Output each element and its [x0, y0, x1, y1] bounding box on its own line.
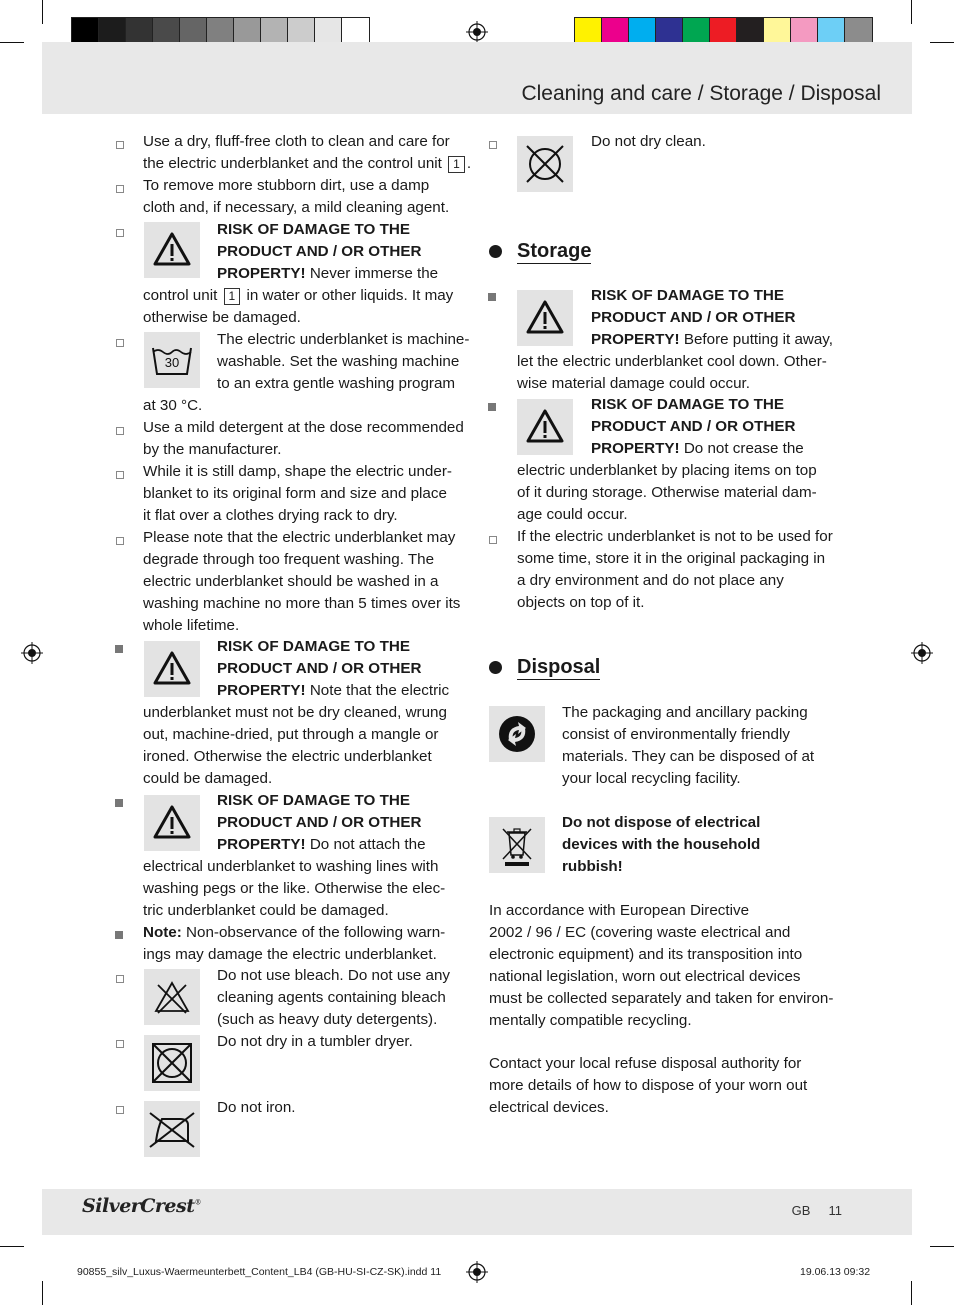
wash-30-icon [144, 332, 200, 388]
registration-mark-icon [21, 642, 43, 664]
page-number [792, 1203, 842, 1218]
crop-mark [930, 42, 954, 43]
weee-bin-icon [489, 817, 545, 873]
text-line: 2002 / 96 / EC (covering waste electrical and [489, 924, 791, 941]
warning-triangle-icon [517, 290, 573, 346]
crop-mark [0, 1246, 24, 1247]
text-line: washable. Set the washing machine [217, 353, 460, 370]
bullet-open [116, 537, 124, 545]
text-line: The packaging and ancillary packing [562, 704, 808, 721]
bullet-open [116, 339, 124, 347]
warning-heading: PROPERTY! [217, 265, 306, 282]
brand-logo: SilverCrest® [82, 1195, 201, 1217]
text-line: electrical devices. [489, 1099, 609, 1116]
warning-heading: PRODUCT AND / OR OTHER [217, 814, 422, 831]
text-line: While it is still damp, shape the electric under- [143, 463, 452, 480]
bullet-open [116, 229, 124, 237]
warning-heading: PROPERTY! [217, 836, 306, 853]
text-line [591, 329, 833, 351]
text-line: Contact your local refuse disposal authority for [489, 1055, 802, 1072]
bullet-open [116, 141, 124, 149]
warning-heading: RISK OF DAMAGE TO THE [217, 221, 410, 238]
text-line: a dry environment and do not place any [517, 572, 784, 589]
text-line: Do not use bleach. Do not use any [217, 967, 451, 984]
weee-heading: devices with the household [562, 836, 761, 853]
text-line: the electric underblanket and the control unit 1 . [143, 155, 472, 172]
text-line: let the electric underblanket cool down. Other- [517, 353, 827, 370]
text-line: age could occur. [517, 506, 628, 523]
warning-heading: PRODUCT AND / OR OTHER [217, 243, 422, 260]
bullet-open [116, 1040, 124, 1048]
text-line [143, 285, 453, 307]
warning-heading: PROPERTY! [217, 682, 306, 699]
text-line: at 30 °C. [143, 397, 203, 414]
text-line: consist of environmentally friendly [562, 726, 790, 743]
text-line: out, machine-dried, put through a mangle or [143, 726, 439, 743]
bullet-open [116, 975, 124, 983]
text-line: tric underblanket could be damaged. [143, 902, 389, 919]
text-line: ings may damage the electric underblanket. [143, 946, 437, 963]
text-line: objects on top of it. [517, 594, 645, 611]
text-line [143, 922, 445, 944]
warning-heading: RISK OF DAMAGE TO THE [217, 792, 410, 809]
text-line: your local recycling facility. [562, 770, 741, 787]
text-line: electronic equipment) and its transposition into [489, 946, 803, 963]
no-dry-clean-icon [517, 136, 573, 192]
text-line: Use a mild detergent at the dose recommended [143, 419, 464, 436]
text-line: washing machine no more than 5 times over its [143, 595, 461, 612]
text-line: to an extra gentle washing program [217, 375, 456, 392]
text-line [217, 263, 438, 285]
text-line: electric underblanket by placing items on top [517, 462, 817, 479]
warning-triangle-icon [144, 641, 200, 697]
warning-heading: PROPERTY! [591, 331, 680, 348]
text-line: by the manufacturer. [143, 441, 282, 458]
text-line: underblanket must not be dry cleaned, wrung [143, 704, 447, 721]
text-line: materials. They can be disposed of at [562, 748, 815, 765]
warning-heading: RISK OF DAMAGE TO THE [217, 638, 410, 655]
text-line: some time, store it in the original packaging in [517, 550, 826, 567]
bullet-open [116, 1106, 124, 1114]
text-line: electric underblanket should be washed in a [143, 573, 439, 590]
text-line: washing pegs or the like. Otherwise the elec- [143, 880, 446, 897]
bullet-open [489, 536, 497, 544]
crop-mark [42, 1281, 43, 1305]
text-span: Non-observance of the following warn- [186, 924, 446, 941]
bullet-open [116, 471, 124, 479]
section-dot [489, 245, 502, 258]
no-iron-icon [144, 1101, 200, 1157]
registration-mark-icon [466, 1261, 488, 1283]
crop-mark [911, 1281, 912, 1305]
warning-heading: PRODUCT AND / OR OTHER [591, 418, 796, 435]
section-title-disposal: Disposal [517, 656, 601, 678]
crop-mark [42, 0, 43, 24]
text-line: To remove more stubborn dirt, use a damp [143, 177, 430, 194]
warning-heading: RISK OF DAMAGE TO THE [591, 396, 784, 413]
text-line: Do not dry clean. [591, 133, 706, 150]
crop-mark [930, 1246, 954, 1247]
bullet-filled [115, 799, 123, 807]
note-label: Note: [143, 924, 182, 941]
bullet-filled [488, 293, 496, 301]
text-line: otherwise be damaged. [143, 309, 301, 326]
warning-heading: PRODUCT AND / OR OTHER [591, 309, 796, 326]
text-span: Do not attach the [309, 836, 426, 853]
text-line: cloth and, if necessary, a mild cleaning agent. [143, 199, 450, 216]
language-code: GB [791, 1203, 811, 1218]
section-dot [489, 661, 502, 674]
part-ref: 1 [224, 288, 241, 305]
bullet-open [116, 185, 124, 193]
text-line: it flat over a clothes drying rack to dry. [143, 507, 398, 524]
registration-mark-icon [466, 21, 488, 43]
warning-heading: PRODUCT AND / OR OTHER [217, 660, 422, 677]
text-line: Do not dry in a tumbler dryer. [217, 1033, 413, 1050]
text-line: wise material damage could occur. [517, 375, 750, 392]
text-span: in water or other liquids. It may [246, 287, 454, 304]
text-line: ironed. Otherwise the electric underblanket [143, 748, 432, 765]
wash-temp-label: 30 [164, 355, 180, 370]
text-span: Note that the electric [309, 682, 450, 699]
text-line [591, 438, 804, 460]
page-title: Cleaning and care / Storage / Disposal [521, 82, 881, 105]
text-line: could be damaged. [143, 770, 273, 787]
text-line: electrical underblanket to washing lines with [143, 858, 439, 875]
text-span: Before putting it away, [683, 331, 833, 348]
section-title-storage: Storage [517, 240, 592, 262]
text-line: cleaning agents containing bleach [217, 989, 446, 1006]
text-line: The electric underblanket is machine- [217, 331, 470, 348]
text-line: mentally compatible recycling. [489, 1012, 692, 1029]
text-line: of it during storage. Otherwise material dam- [517, 484, 817, 501]
warning-triangle-icon [144, 222, 200, 278]
warning-triangle-icon [144, 795, 200, 851]
warning-heading: PROPERTY! [591, 440, 680, 457]
text-line: In accordance with European Directive [489, 902, 750, 919]
text-line: Use a dry, fluff-free cloth to clean and care for [143, 133, 450, 150]
text-line: If the electric underblanket is not to be used for [517, 528, 833, 545]
text-line: Do not iron. [217, 1099, 296, 1116]
bullet-filled [115, 645, 123, 653]
no-bleach-icon [144, 969, 200, 1025]
part-ref: 1 [448, 156, 465, 173]
text-line: whole lifetime. [143, 617, 240, 634]
warning-triangle-icon [517, 399, 573, 455]
registration-mark-icon [911, 642, 933, 664]
text-span: Do not crease the [683, 440, 804, 457]
bullet-open [116, 427, 124, 435]
warning-heading: RISK OF DAMAGE TO THE [591, 287, 784, 304]
crop-mark [911, 0, 912, 24]
brand-name: SilverCrest [82, 1195, 195, 1217]
text-line [217, 834, 426, 856]
print-slug-date: 19.06.13 09:32 [800, 1266, 871, 1278]
green-dot-recycling-icon [489, 706, 545, 762]
text-span: control unit [143, 287, 218, 304]
text-line [217, 680, 449, 702]
bullet-filled [488, 403, 496, 411]
text-line: national legislation, worn out electrical devices [489, 968, 801, 985]
text-line: must be collected separately and taken for environ- [489, 990, 834, 1007]
bullet-open [489, 141, 497, 149]
text-line: blanket to its original form and size and place [143, 485, 447, 502]
print-slug-file: 90855_silv_Luxus-Waermeunterbett_Content_LB4 (GB-HU-SI-CZ-SK).indd 11 [77, 1266, 442, 1278]
text-line: Please note that the electric underblanket may [143, 529, 456, 546]
text-span: Never immerse the [309, 265, 439, 282]
weee-heading: Do not dispose of electrical [562, 814, 761, 831]
text-line: (such as heavy duty detergents). [217, 1011, 438, 1028]
page-number-value: 11 [828, 1203, 842, 1218]
text-line: more details of how to dispose of your worn out [489, 1077, 808, 1094]
no-tumble-dry-icon [144, 1035, 200, 1091]
text-line: degrade through too frequent washing. The [143, 551, 435, 568]
text-span: the electric underblanket and the control unit [143, 155, 442, 172]
weee-heading: rubbish! [562, 858, 623, 875]
crop-mark [0, 42, 24, 43]
bullet-filled [115, 931, 123, 939]
